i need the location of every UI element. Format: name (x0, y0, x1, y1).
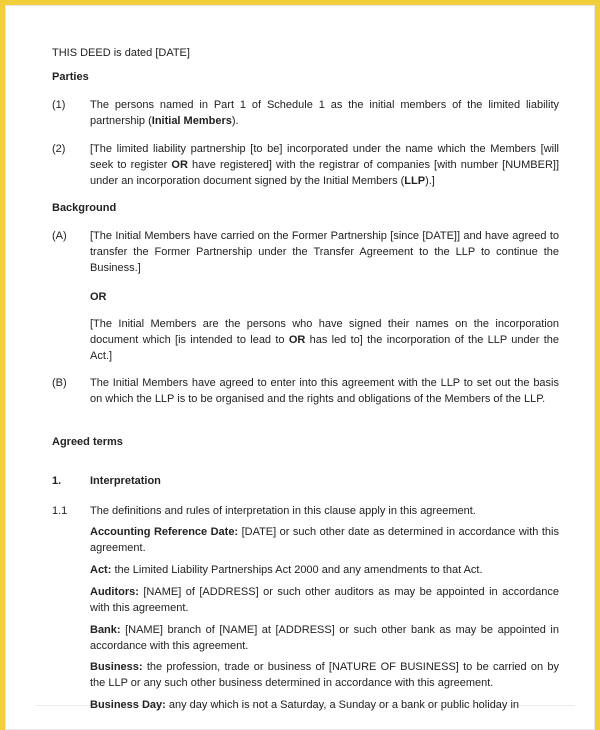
clause-number: 1.1 (52, 505, 68, 517)
clause-text: The definitions and rules of interpretation in this clause apply in this agreement. (90, 505, 476, 517)
background-heading: Background (52, 202, 117, 214)
deed-date: THIS DEED is dated [DATE] (52, 47, 190, 59)
or-separator: OR (90, 291, 107, 303)
definition-accounting-reference-date: Accounting Reference Date: [DATE] or such other date as determined in accordance with this agreement. (90, 526, 559, 554)
document-page (5, 5, 595, 730)
background-number: (B) (52, 377, 67, 389)
background-text: The Initial Members have agreed to enter into this agreement with the LLP to set out the basis on which the LLP is to be organised and the rights and obligations of the Members of the LLP. (90, 377, 559, 405)
background-text: [The Initial Members are the persons who have signed their names on the incorporation document which [is intended to lead to OR has led to] the incorporation of the LLP under the Act.] (90, 318, 559, 362)
definition-act: Act: the Limited Liability Partnerships Act 2000 and any amendments to that Act. (90, 564, 483, 576)
section-number: 1. (52, 475, 62, 487)
party-text: The persons named in Part 1 of Schedule 1 as the initial members of the limited liability partnership (Initial Members). (90, 99, 559, 127)
definition-business: Business: the profession, trade or business of [NATURE OF BUSINESS] to be carried on by the LLP or any such other business determined in accordance with this agreement. (90, 661, 559, 689)
definition-business-day: Business Day: any day which is not a Saturday, a Sunday or a bank or public holiday in (90, 699, 520, 711)
party-number: (1) (52, 99, 66, 111)
section-title: Interpretation (90, 475, 161, 487)
background-number: (A) (52, 230, 67, 242)
definition-bank: Bank: [NAME] branch of [NAME] at [ADDRESS] or such other bank as may be appointed in accordance with this agreement. (90, 624, 559, 652)
definition-auditors: Auditors: [NAME] of [ADDRESS] or such other auditors as may be appointed in accordance with this agreement. (90, 586, 559, 614)
party-number: (2) (52, 143, 66, 155)
agreed-terms-heading: Agreed terms (52, 436, 123, 448)
party-text: [The limited liability partnership [to be] incorporated under the name which the Members [will seek to register OR have registered] with the registrar of companies [with number [NUMBER]] under an incorporation document signed by the Initial Members (LLP).] (90, 143, 560, 187)
parties-heading: Parties (52, 71, 89, 83)
background-text: [The Initial Members have carried on the Former Partnership [since [DATE]] and have agreed to transfer the Former Partnership under the Transfer Agreement to the LLP to continue the Business.] (90, 230, 559, 274)
